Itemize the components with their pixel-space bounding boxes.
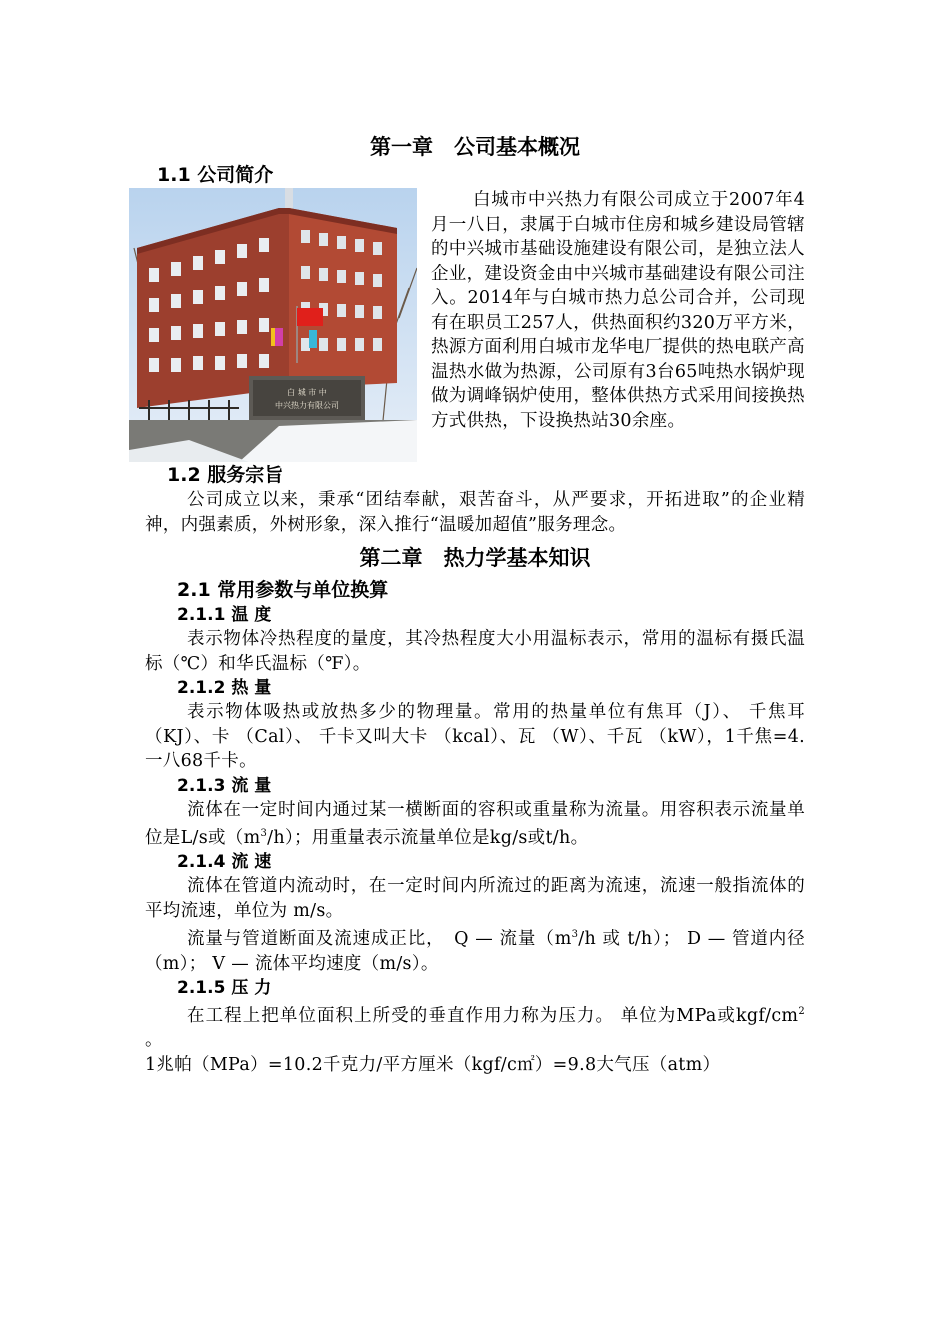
heat-body: 表示物体吸热或放热多少的物理量。常用的热量单位有焦耳（J）、 千焦耳（KJ）、卡 （Cal）、 千卡又叫大卡 （kcal）、瓦 （W）、千瓦 （kW），1千焦=4.一八68千卡。: [145, 702, 805, 771]
chapter2-title: 第二章 热力学基本知识: [359, 546, 591, 570]
velocity-body: 流体在管道内流动时，在一定时间内所流过的距离为流速，流速一般指流体的平均流速，单位为 m/s。: [145, 876, 805, 921]
pressure-conversion: 1兆帕（MPa）=10.2千克力/平方厘米（kgf/c㎡）=9.8大气压（atm）: [145, 1054, 721, 1075]
section-2-1-3-heading: 2.1.3 流 量: [177, 775, 272, 796]
pressure-body: 在工程上把单位面积上所受的垂直作用力称为压力。 单位为MPa或kgf/$cm^2$ 。: [145, 1005, 805, 1051]
section-1-1-heading: 1.1 公司简介: [157, 164, 274, 186]
section-2-1-5-heading: 2.1.5 压 力: [177, 978, 272, 999]
section-2-1-1-heading: 2.1.1 温 度: [177, 605, 272, 625]
section-2-1-heading: 2.1 常用参数与单位换算: [177, 579, 389, 601]
flow-body: 流体在一定时间内通过某一横断面的容积或重量称为流量。用容积表示流量单位是L/s或$(m^3/h)$；用重量表示流量单位是kg/s或t/h。: [145, 799, 805, 848]
section-2-1-4-heading: 2.1.4 流 速: [177, 852, 272, 873]
chapter1-title: 第一章 公司基本概况: [370, 135, 580, 159]
section-1-2-body: 公司成立以来，秉承“团结奉献，艰苦奋斗，从严要求，开拓进取”的企业精神，内强素质，外树形象，深入推行“温暖加超值”服务理念。: [145, 490, 805, 535]
document-page: [145, 132, 805, 1077]
velocity-formula: 流量与管道断面及流速成正比， Q — 流量（$m^3/h$ 或 t/h）； D — 管道内径（m）； V — 流体平均速度（m/s）。: [145, 929, 805, 974]
section-1-1: [145, 188, 805, 433]
section-1-2-heading: 1.2 服务宗旨: [167, 464, 284, 486]
company-building-photo: [129, 188, 417, 462]
photo-sign-line2: 中兴热力有限公司: [275, 401, 339, 410]
section-2-1-2-heading: 2.1.2 热 量: [177, 678, 272, 698]
section-1-1-body: 白城市中兴热力有限公司成立于2007年4月一八日，隶属于白城市住房和城乡建设局管辖的中兴城市基础设施建设有限公司，是独立法人企业，建设资金由中兴城市基础建设有限公司注入。2014年与白城市热力总公司合并，公司现有在职员工257人，供热面积约320万平方米，热源方面利用白城市龙华电厂提供的热电联产高温热水做为热源，公司原有3台65吨热水锅炉现做为调峰锅炉使用，整体供热方式采用间接换热方式供热，下设换热站30余座。: [431, 190, 805, 431]
photo-sign-line1: 白 城 市 中: [287, 388, 327, 397]
temperature-body: 表示物体冷热程度的量度，其冷热程度大小用温标表示，常用的温标有摄氏温标（℃）和华氏温标（℉）。: [145, 629, 805, 674]
